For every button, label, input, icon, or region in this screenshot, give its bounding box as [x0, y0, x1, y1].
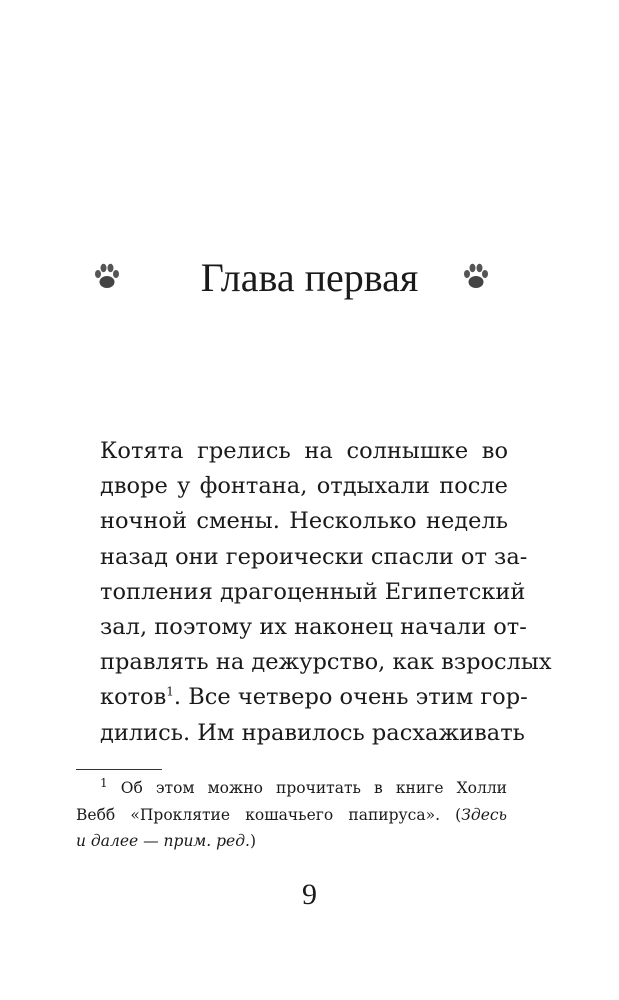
footnote-divider: [76, 769, 162, 770]
text-line: зал, поэтому их наконец начали от-: [100, 614, 527, 641]
text-line: Котята грелись на солнышке во: [100, 438, 508, 464]
text-line: дились. Им нравилось расхаживать: [100, 719, 525, 746]
footnote-line: [76, 802, 507, 829]
text-line: дворе у фонтана, отдыхали после: [100, 473, 508, 500]
chapter-title: Глава первая: [200, 255, 419, 300]
footnote-italic: Здесь: [461, 805, 507, 824]
body-text: [100, 434, 552, 751]
text-fragment: котов: [100, 684, 167, 711]
footnote-line: [76, 828, 507, 855]
footnote-line: [76, 775, 507, 802]
text-line: [100, 680, 528, 715]
text-line: топления драгоценный Египетский: [100, 578, 526, 605]
footnote-text: Вебб «Проклятие кошачьего папируса». (: [76, 805, 462, 824]
text-line: назад они героически спасли от за-: [100, 543, 528, 570]
text-line: правлять на дежурство, как взрослых: [100, 649, 552, 676]
chapter-heading: [0, 250, 619, 306]
footnote-text: Об этом можно прочитать в книге Холли: [120, 779, 507, 797]
footnote-marker: 1: [100, 775, 108, 790]
text-line: ночной смены. Несколько недель: [100, 508, 508, 535]
paw-print-icon: [462, 262, 490, 290]
footnote: [76, 775, 507, 855]
footnote-text: ): [249, 832, 257, 850]
footnote-reference[interactable]: 1: [166, 684, 174, 699]
footnote-italic: и далее — прим. ред.: [76, 832, 250, 850]
page-number: 9: [302, 878, 317, 911]
text-fragment: . Все четверо очень этим гор-: [173, 684, 528, 711]
